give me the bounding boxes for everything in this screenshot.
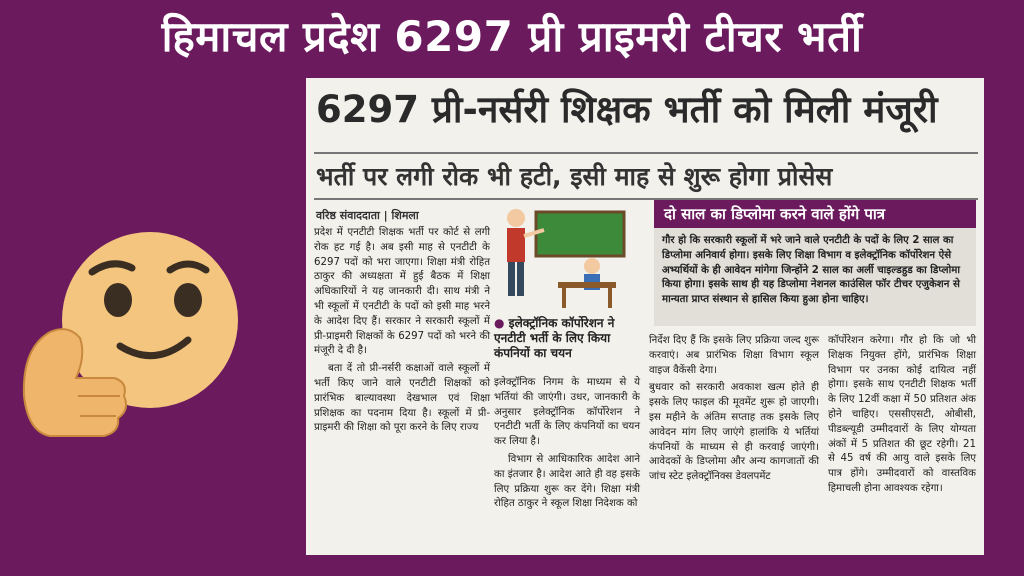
- paragraph: विभाग से आधिकारिक आदेश आने का इंतजार है। आदेश आते ही वह इसके लिए प्रक्रिया शुरू कर देंगे। शिक्षा मंत्री रोहित ठाकुर ने स्कूल शिक्षा निदेशक को: [494, 453, 640, 510]
- divider: [314, 152, 978, 154]
- thinking-face-icon: [20, 228, 260, 438]
- article-column-1: [314, 226, 490, 439]
- diploma-heading: दो साल का डिप्लोमा करने वाले होंगे पात्र: [654, 200, 976, 228]
- bullet-icon: ●: [494, 316, 505, 330]
- paragraph: बता दें तो प्री-नर्सरी कक्षाओं वाले स्कूलों में भर्ती किए जाने वाले एनटीटी शिक्षकों को प्रारंभिक बाल्यावस्था देखभाल एवं शिक्षा प्रशिक्षक का पदनाम दिया है। स्कूलों में प्री-प्राइमरी की शिक्षा को पूरा करने के लिए राज्य: [314, 363, 490, 434]
- paragraph: कॉर्पोरेशन करेगा। गौर हो कि जो भी शिक्षक नियुक्त होंगे, प्रारंभिक शिक्षा विभाग पर उनका कोई दायित्व नहीं होगा। इसके साथ एनटीटी शिक्षक भर्ती के लिए 12वीं कक्षा में 50 प्रतिशत अंक होने चाहिए। एससीएसटी, ओबीसी, पीडब्ल्यूडी उम्मीदवारों के लिए योग्यता अंकों में 5 प्रतिशत की छूट रहेगी। 21 से 45 वर्ष की आयु वाले इसके लिए पात्र होंगे। उम्मीदवारों को वास्तविक हिमाचली होना आवश्यक रहेगा।: [828, 335, 976, 494]
- sidebar-box-title: [494, 316, 634, 361]
- banner-title: हिमाचल प्रदेश 6297 प्री प्राइमरी टीचर भर्ती: [161, 12, 863, 61]
- article-column-4: [828, 334, 976, 500]
- paragraph: इलेक्ट्रॉनिक निगम के माध्यम से ये भर्तियां की जाएंगी। उधर, जानकारी के अनुसार इलेक्ट्रॉनिक कॉर्पोरेशन ने एनटीटी भर्ती के लिए कंपनियों का चयन कर लिया है।: [494, 377, 640, 448]
- paragraph: प्रदेश में एनटीटी शिक्षक भर्ती पर कोर्ट से लगी रोक हट गई है। अब इसी माह से एनटीटी के 6297 पदों को भरा जाएगा। शिक्षा मंत्री रोहित ठाकुर की अध्यक्षता में हुई बैठक में शिक्षा अधिकारियों ने यह जानकारी दी। साथ मंत्री ने भी स्कूलों में एनटीटी के पदों को इसी माह भरने के आदेश दिए हैं। सरकार ने सरकारी स्कूलों में प्री-प्राइमरी शिक्षकों के 6297 पदों को भरने की मंजूरी दे दी है।: [314, 227, 490, 357]
- diploma-text: गौर हो कि सरकारी स्कूलों में भरे जाने वाले एनटीटी के पदों के लिए 2 साल का डिप्लोमा अनिवार्य होगा। इसके लिए शिक्षा विभाग व इलेक्ट्रॉनिक कॉर्पोरेशन ऐसे अभ्यर्थियों के ही आवेदन मांगेगा जिन्होंने 2 साल का अर्ली चाइल्डहुड का डिप्लोमा किया होगा। इसके साथ ही यह डिप्लोमा नेशनल काउंसिल फॉर टीचर एजुकेशन से मान्यता प्राप्त संस्थान से हासिल किया हुआ होना चाहिए।: [662, 235, 960, 306]
- article-subhead: भर्ती पर लगी रोक भी हटी, इसी माह से शुरू होगा प्रोसेस: [316, 162, 833, 191]
- article-column-3: [649, 334, 819, 488]
- article-headline: 6297 प्री-नर्सरी शिक्षक भर्ती को मिली मंजूरी: [316, 88, 938, 131]
- article-column-2: [494, 376, 640, 515]
- box-title-text: इलेक्ट्रॉनिक कॉर्पोरेशन ने एनटीटी भर्ती के लिए किया कंपनियों का चयन: [494, 316, 615, 360]
- paragraph: निर्देश दिए हैं कि इसके लिए प्रक्रिया जल्द शुरू करवाएं। अब प्रारंभिक शिक्षा विभाग स्कूल वाइज वैकेंसी देगा।: [649, 335, 819, 376]
- newspaper-clipping: [306, 78, 984, 555]
- article-byline: वरिष्ठ संवाददाता | शिमला: [316, 209, 419, 222]
- paragraph: बुधवार को सरकारी अवकाश खत्म होते ही इसके लिए फाइल की मूवमेंट शुरू हो जाएगी। इस महीने के अंतिम सप्ताह तक इसके लिए आवेदन मांग लिए जाएंगे हालांकि ये भर्तियां कंपनियों के माध्यम से ही करवाई जाएंगी। आवेदकों के डिप्लोमा और अन्य कागजातों की जांच स्टेट इलेक्ट्रॉनिक्स डेवलपमेंट: [649, 382, 819, 483]
- teacher-classroom-illustration: [496, 204, 626, 312]
